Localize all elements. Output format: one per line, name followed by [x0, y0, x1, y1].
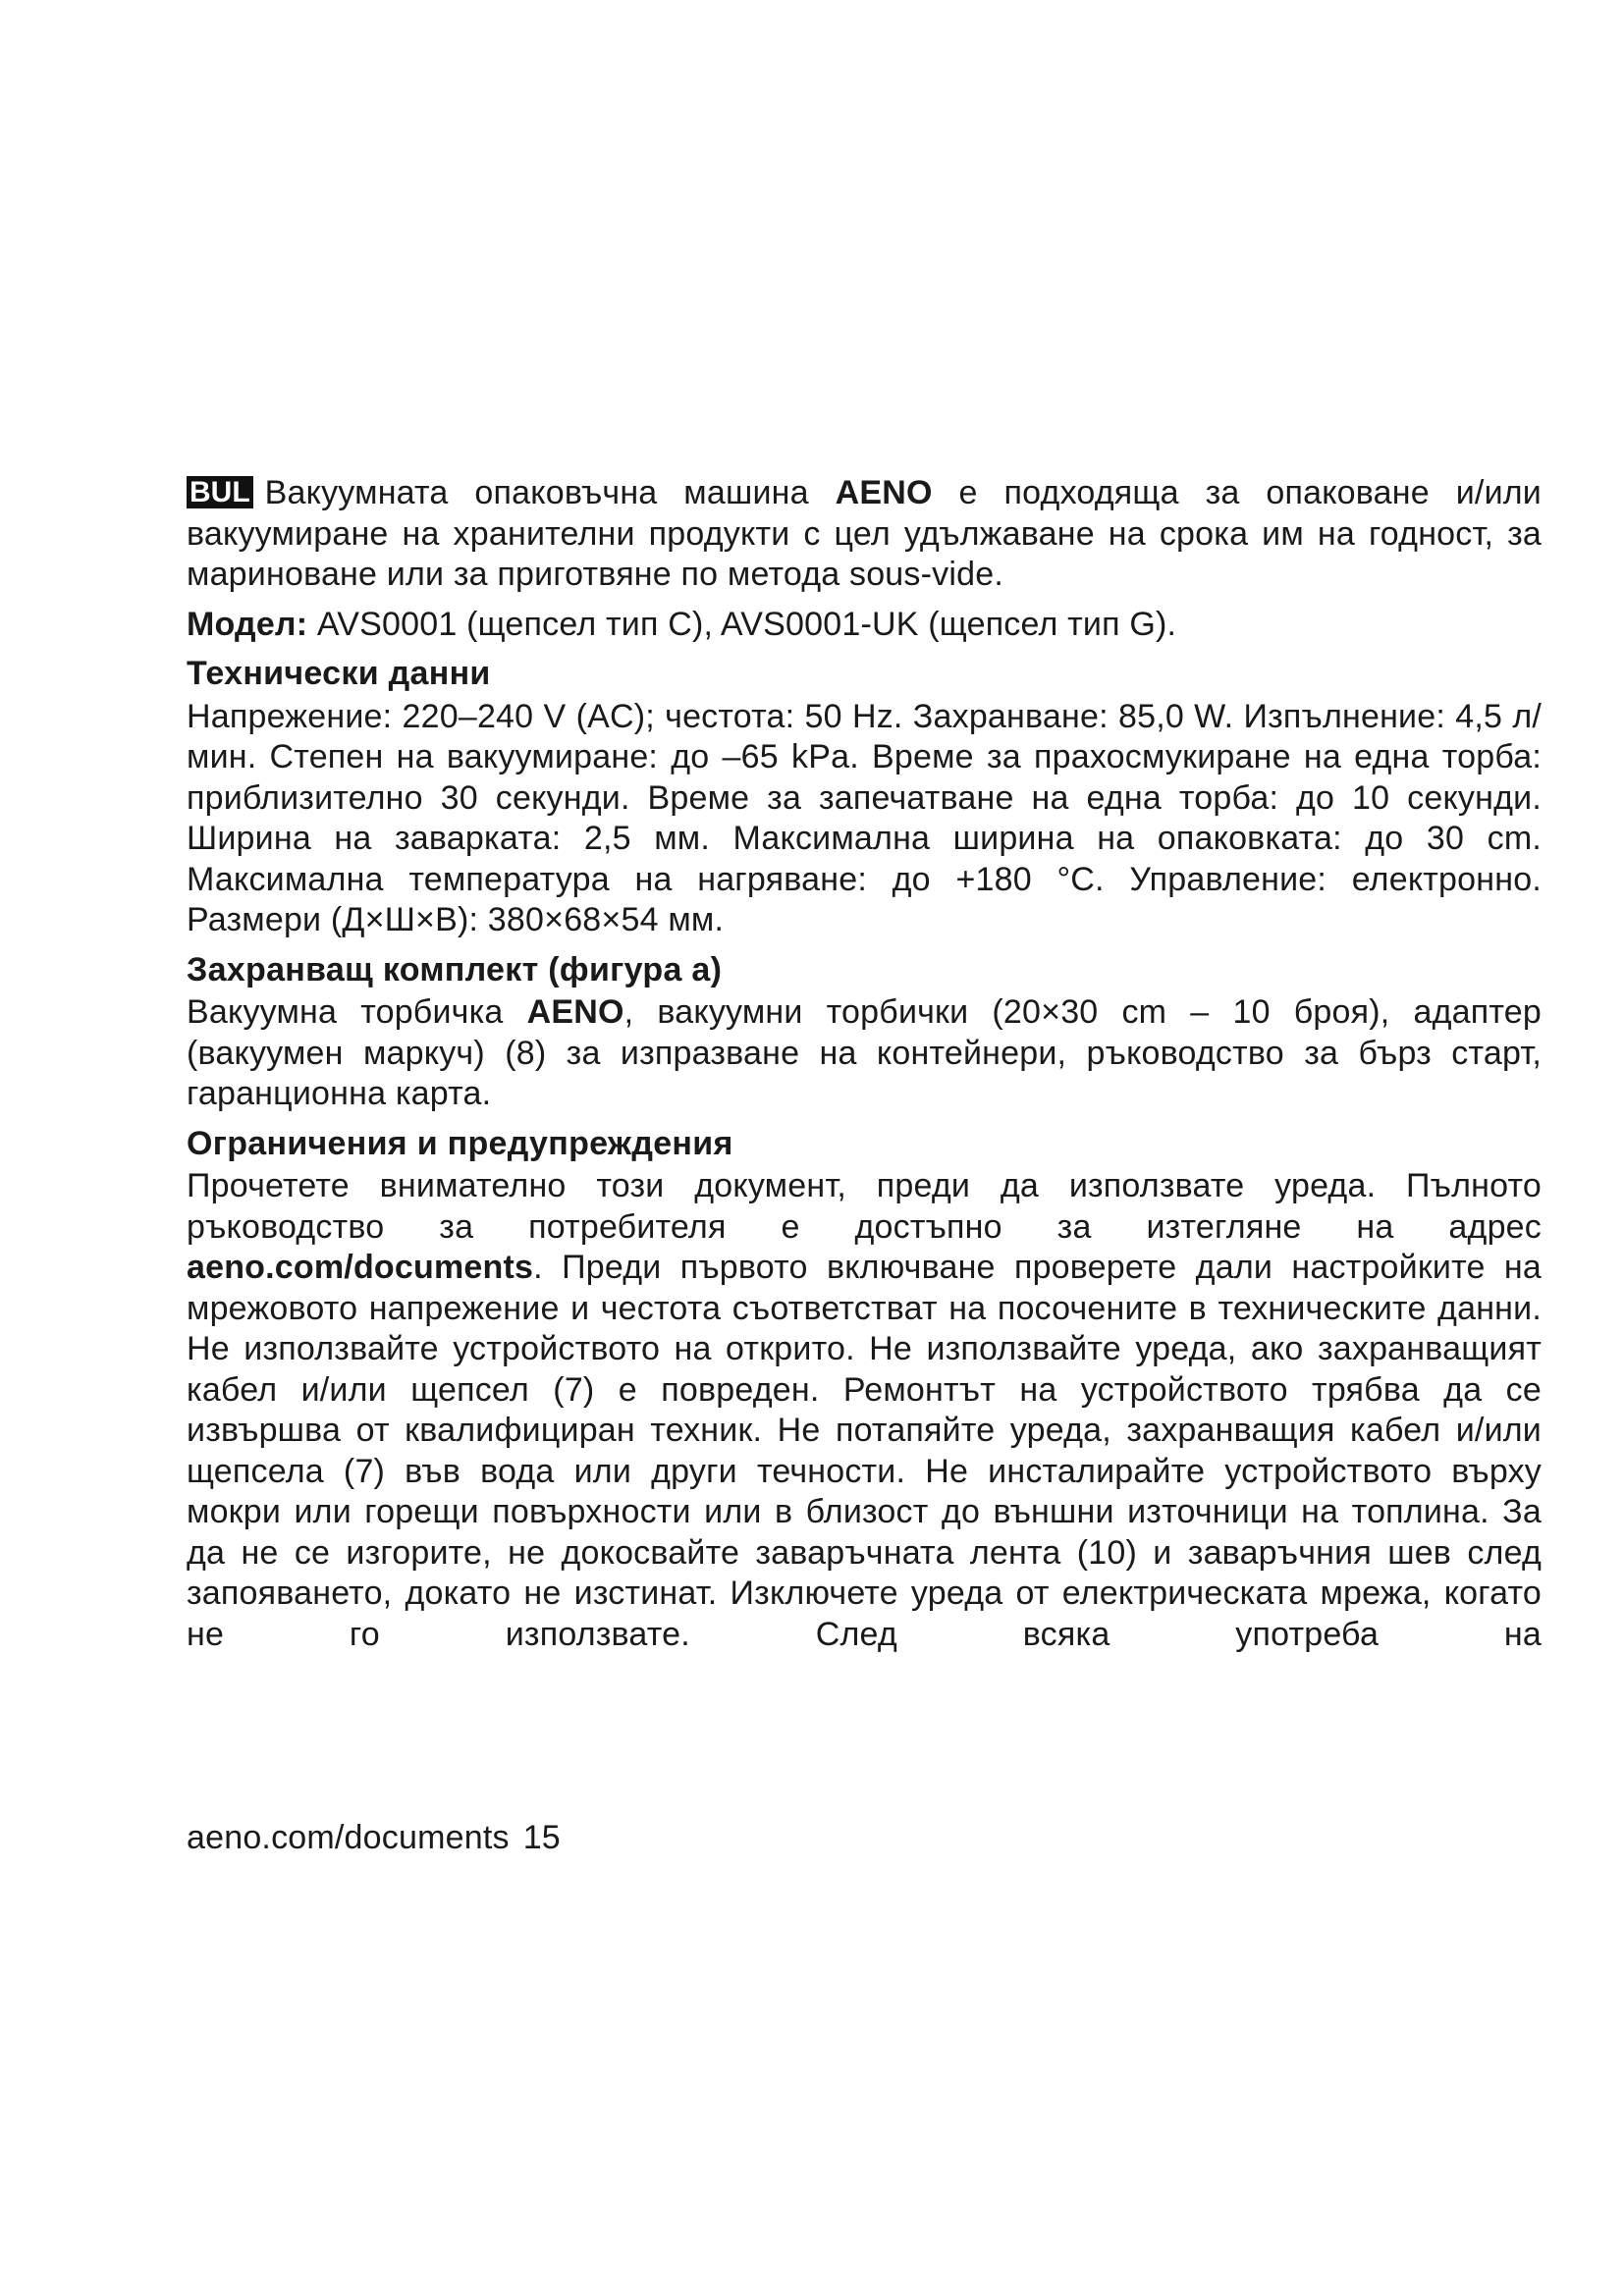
intro-paragraph — [187, 473, 1542, 596]
warnings-text-start: Прочетете внимателно този документ, преди да използвате уреда. Пълното ръководство за потребителя е достъпно за изтегляне на адрес — [187, 1167, 1542, 1246]
warnings-text-end: . Преди първото включване проверете дали настройките на мрежовото напрежение и честота съответстват на посочените в техническите данни. Не използвайте устройството на открито. Не използвайте уреда, ако захранващият кабел и/или щепсел (7) е повреден. Ремонтът на устройството трябва да се извършва от квалифициран техник. Не потапяйте уреда, захранващия кабел и/или щепсела (7) във вода или други течности. Не инсталирайте устройството върху мокри или горещи повърхности или в близост до външни източници на топлина. За да не се изгорите, не докосвайте заваръчната лента (10) и заваръчния шев след запояването, докато не изстинат. Изключете уреда от електрическата мрежа, когато не го използвате. След всяка употреба на — [187, 1249, 1542, 1653]
package-contents-paragraph — [187, 992, 1542, 1115]
language-badge: BUL — [187, 476, 253, 508]
intro-text-end: е подходяща за опаковане и/или вакуумиране на хранителни продукти с цел удължаване на срока им на годност, за мариноване или за приготвяне по метода sous-vide. — [187, 474, 1542, 593]
package-text-end: , вакуумни торбички (20×30 cm – 10 броя), адаптер (вакуумен маркуч) (8) за изпразване на контейнери, ръководство за бърз старт, гаранционна карта. — [187, 993, 1542, 1112]
model-label: Модел: — [187, 605, 308, 643]
model-paragraph — [187, 605, 1542, 646]
documents-link[interactable]: aeno.com/documents — [187, 1249, 534, 1286]
package-brand: AENO — [526, 993, 624, 1031]
document-body — [187, 473, 1542, 1664]
page-footer — [187, 1818, 561, 1857]
intro-brand: AENO — [835, 474, 933, 511]
package-text-start: Вакуумна торбичка — [187, 993, 527, 1031]
intro-text-start: Вакуумната опаковъчна машина — [264, 474, 836, 511]
model-value: AVS0001 (щепсел тип C), AVS0001-UK (щепсел тип G). — [307, 605, 1177, 643]
page-number: 15 — [522, 1819, 561, 1856]
technical-data-heading: Технически данни — [187, 655, 491, 692]
package-contents-heading: Захранващ комплект (фигура а) — [187, 950, 723, 988]
footer-url[interactable]: aeno.com/documents — [187, 1819, 510, 1856]
warnings-heading: Ограничения и предупреждения — [187, 1124, 733, 1162]
technical-data-paragraph: Напрежение: 220–240 V (AC); честота: 50 Hz. Захранване: 85,0 W. Изпълнение: 4,5 л/мин. Степен на вакуумиране: до –65 kPa. Време за прахосмукиране на една торба: приблизително 30 секунди. Време за запечатване на една торба: до 10 секунди. Ширина на заварката: 2,5 мм. Максимална ширина на опаковката: до 30 cm. Максимална температура на нагряване: до +180 °С. Управление: електронно. Размери (Д×Ш×В): 380×68×54 мм. — [187, 697, 1542, 938]
warnings-paragraph — [187, 1166, 1542, 1655]
